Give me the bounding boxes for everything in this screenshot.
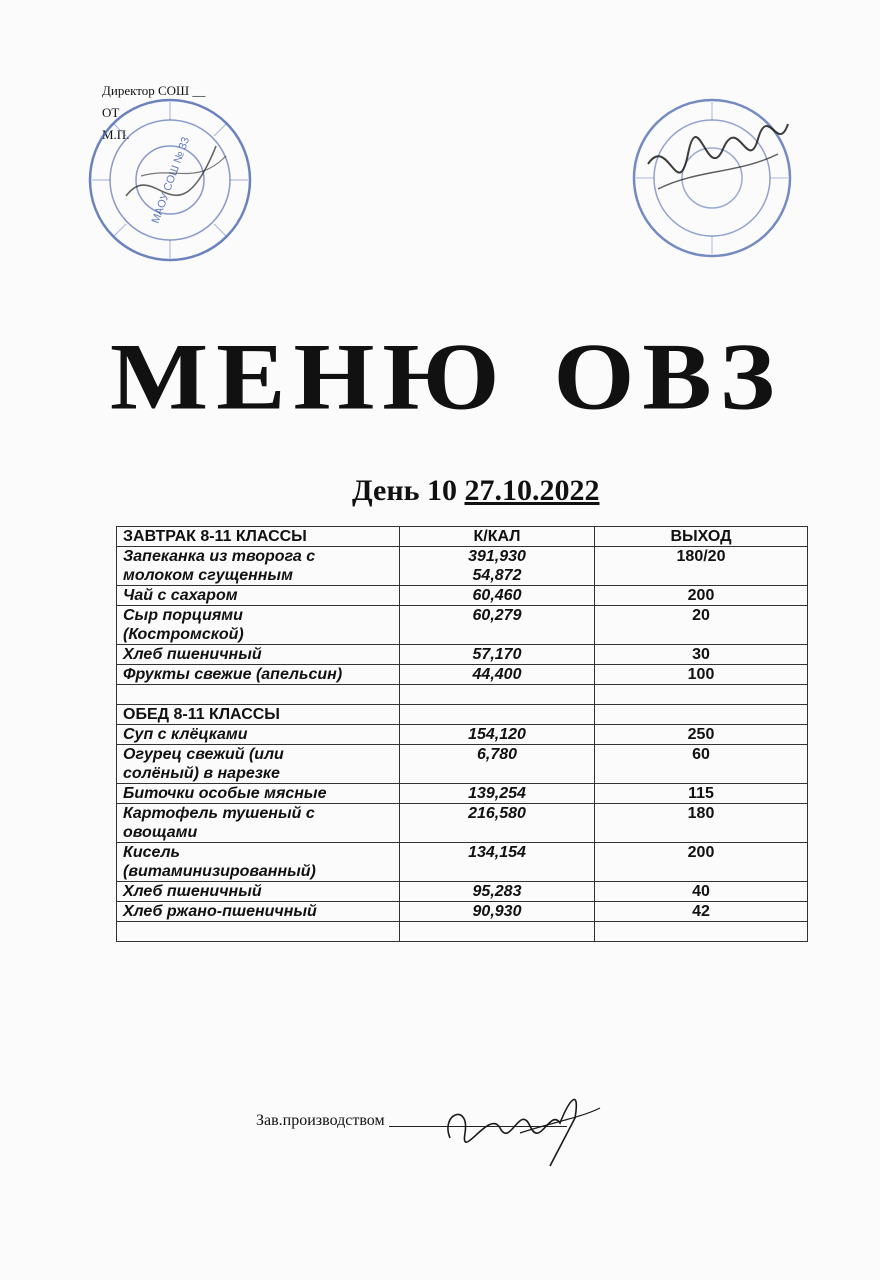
lunch-header-row [117,705,808,725]
day-date: 27.10.2022 [464,474,600,507]
empty-cell [117,685,400,705]
kcal-cell [400,586,595,606]
output-cell: 180/20 [595,547,808,586]
table-row [117,725,808,745]
dish-name-cell-line: Картофель тушеный с [123,805,315,822]
dish-name-cell-line: Суп с клёцками [123,726,248,743]
empty-cell [595,922,808,942]
footer-label: Зав.производством [256,1112,385,1129]
table-row [117,784,808,804]
approval-stamp [628,94,796,267]
empty-cell [400,685,595,705]
kcal-cell-line: 134,154 [468,844,526,861]
kcal-cell-line: 216,580 [468,805,526,822]
output-cell: 100 [595,665,808,685]
kcal-cell [400,745,595,784]
table-row [117,882,808,902]
table-row [117,843,808,882]
kcal-cell [400,606,595,645]
header-cell-output: ВЫХОД [595,527,808,547]
dish-name-cell [117,725,400,745]
dish-name-cell-line: Биточки особые мясные [123,785,327,802]
table-row [117,547,808,586]
output-cell: 42 [595,902,808,922]
table-row [117,645,808,665]
dish-name-cell-line: Чай с сахаром [123,587,238,604]
school-stamp [86,96,254,269]
dish-name-cell-line: (Костромской) [123,626,244,643]
output-cell: 40 [595,882,808,902]
kcal-cell-line: 60,279 [472,607,522,624]
empty-row [117,922,808,942]
director-line: Директор СОШ __ [102,83,206,98]
ot-line: ОТ [102,105,120,120]
empty-cell [595,705,808,725]
output-cell: 20 [595,606,808,645]
kcal-cell-line: 90,930 [472,903,522,920]
dish-name-cell-line: молоком сгущенным [123,567,293,584]
output-cell: 115 [595,784,808,804]
stamp-text: МАОУ СОШ № 33 [149,135,193,226]
dish-name-cell-line: (витаминизированный) [123,863,316,880]
kcal-cell-line: 60,460 [472,587,522,604]
lunch-header-cell: ОБЕД 8-11 КЛАССЫ [117,705,400,725]
header-cell-kcal: К/КАЛ [400,527,595,547]
kcal-cell-line: 44,400 [472,666,522,683]
kcal-cell-line: 57,170 [472,646,522,663]
output-cell: 200 [595,586,808,606]
day-label: День 10 [352,474,457,507]
empty-row [117,685,808,705]
title-word-ovz: ОВЗ [553,323,783,430]
dish-name-cell [117,547,400,586]
dish-name-cell-line: Хлеб пшеничный [123,883,262,900]
dish-name-cell-line: Фрукты свежие (апельсин) [123,666,343,683]
table-row [117,804,808,843]
dish-name-cell-line: солёный) в нарезке [123,765,280,782]
kcal-cell [400,547,595,586]
kcal-cell [400,902,595,922]
kcal-cell-line: 54,872 [472,567,522,584]
dish-name-cell-line: Запеканка из творога с [123,548,316,565]
dish-name-cell-line: Кисель [123,844,181,861]
page-title [110,323,783,430]
kcal-cell [400,645,595,665]
dish-name-cell-line: Хлеб ржано-пшеничный [123,903,317,920]
mp-line: М.П. [102,127,130,142]
dish-name-cell [117,745,400,784]
day-line [352,474,599,508]
output-cell: 180 [595,804,808,843]
empty-cell [400,705,595,725]
dish-name-cell-line: Огурец свежий (или [123,746,284,763]
table-row [117,902,808,922]
dish-name-cell-line: овощами [123,824,198,841]
menu-table [116,526,808,942]
kcal-cell-line: 6,780 [476,746,518,763]
output-cell: 200 [595,843,808,882]
dish-name-cell [117,606,400,645]
signature-icon [430,1078,610,1173]
output-cell: 60 [595,745,808,784]
dish-name-cell [117,586,400,606]
dish-name-cell-line: Хлеб пшеничный [123,646,262,663]
dish-name-cell [117,804,400,843]
table-row [117,745,808,784]
kcal-cell [400,804,595,843]
table-row [117,606,808,645]
output-cell: 30 [595,645,808,665]
title-word-menu: МЕНЮ [110,323,508,430]
kcal-cell-line: 95,283 [472,883,522,900]
dish-name-cell [117,784,400,804]
kcal-cell [400,665,595,685]
kcal-cell-line: 391,930 [468,548,526,565]
kcal-cell [400,725,595,745]
table-row [117,586,808,606]
dish-name-cell [117,645,400,665]
empty-cell [400,922,595,942]
kcal-cell [400,843,595,882]
kcal-cell-line: 139,254 [468,785,526,802]
table-header-row [117,527,808,547]
header-cell-meal: ЗАВТРАК 8-11 КЛАССЫ [117,527,400,547]
dish-name-cell [117,665,400,685]
table-row [117,665,808,685]
dish-name-cell [117,843,400,882]
dish-name-cell [117,882,400,902]
kcal-cell-line: 154,120 [468,726,526,743]
kcal-cell [400,784,595,804]
dish-name-cell [117,902,400,922]
empty-cell [595,685,808,705]
dish-name-cell-line: Сыр порциями [123,607,243,624]
output-cell: 250 [595,725,808,745]
kcal-cell [400,882,595,902]
empty-cell [117,922,400,942]
